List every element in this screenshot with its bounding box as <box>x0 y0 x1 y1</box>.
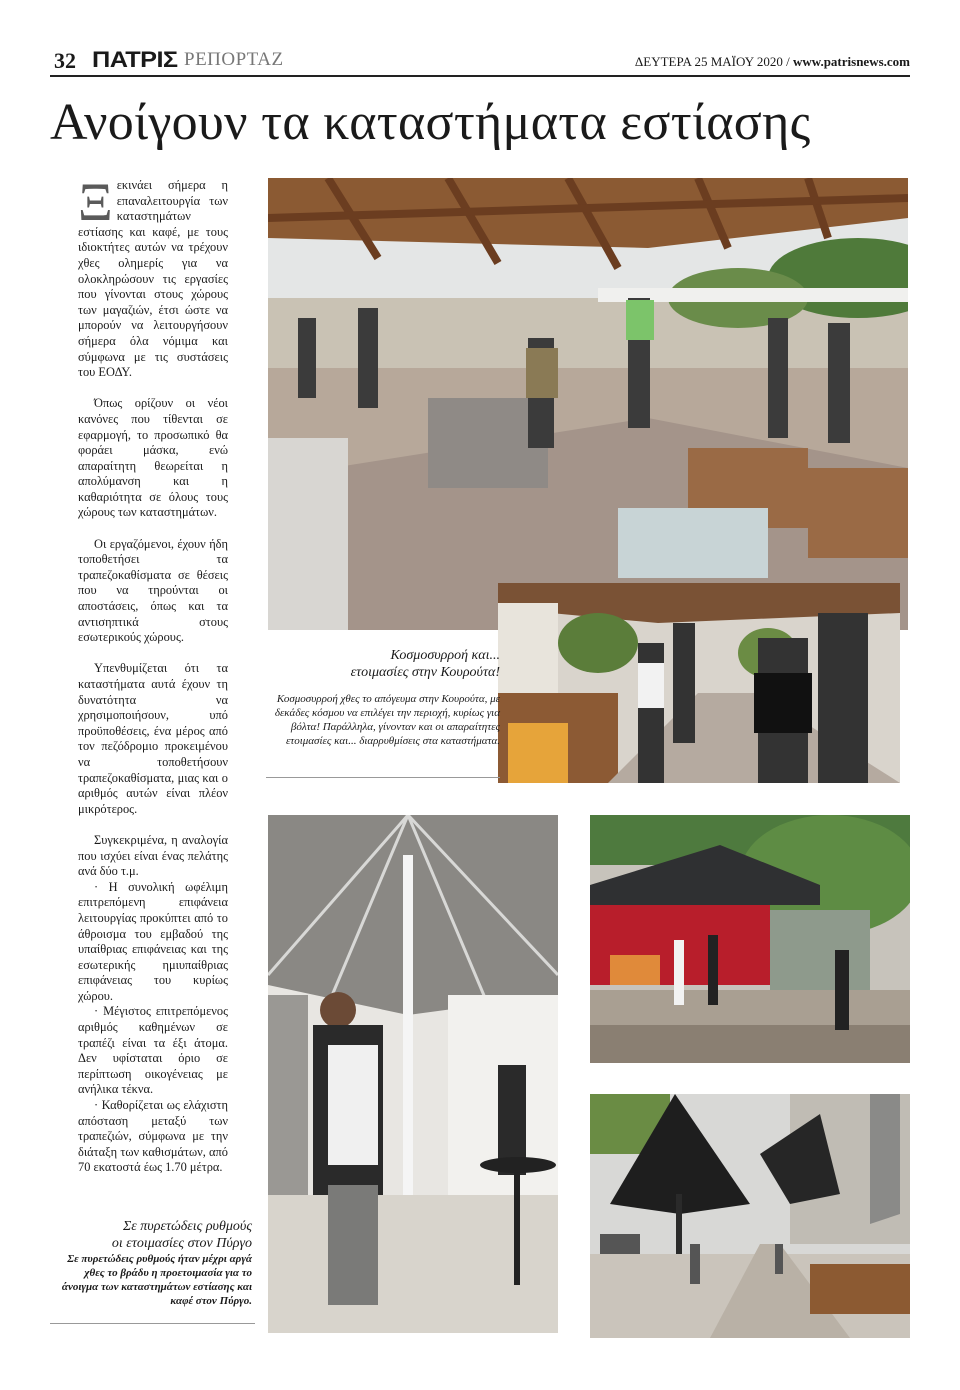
photo-black-umbrellas <box>590 1094 910 1338</box>
photo-umbrella-setup <box>268 815 558 1333</box>
paragraph-5: Συγκεκριμένα, η αναλογία που ισχύει είναι ένας πελάτης ανά δύο τ.μ. <box>78 832 228 879</box>
newspaper-logo: ΠΑΤΡΙΣ <box>92 47 178 72</box>
paragraph-3: Οι εργαζόμενοι, έχουν ήδη τοποθετήσει τα τραπεζοκαθίσματα σε θέσεις που να τηρούνται οι αποστάσεις, όπως και τα αντισηπτικά στους εσωτερικούς χώρους. <box>78 536 228 645</box>
section-label: ΡΕΠΟΡΤΑΖ <box>184 49 284 70</box>
issue-date: ΔΕΥΤΕΡΑ 25 ΜΑΪΟΥ 2020 <box>634 54 783 69</box>
bullet-1: · Η συνολική ωφέλιμη επιτρεπόμενη επιφάνεια λειτουργίας προκύπτει από το άθροισμα του εμβαδού της υπαίθριας επιφάνειας και της εσωτερικής ημιυπαίθριας επιφάνειας του κυρίως χώρου. <box>78 879 228 1003</box>
caption-pyrgos-title: Σε πυρετώδεις ρυθμούς οι ετοιμασίες στον Πύργο <box>111 1219 252 1251</box>
caption-pyrgos <box>52 1218 252 1308</box>
photo-kourouta-promenade <box>498 583 900 783</box>
caption-rule <box>266 777 500 778</box>
bullet-3: · Καθορίζεται ως ελάχιστη απόσταση μεταξύ των τραπεζιών, σύμφωνα με την διάταξη των καθισμάτων, από 70 εκατοστά έως 1.70 μέτρα. <box>78 1098 228 1175</box>
caption-pyrgos-body: Σε πυρετώδεις ρυθμούς ήταν μέχρι αργά χθες το βράδυ η προετοιμασία για το άνοιγμα των καταστημάτων εστίασης και καφέ στον Πύργο. <box>61 1253 252 1307</box>
website-link[interactable]: www.patrisnews.com <box>793 54 910 69</box>
caption-kourouta-body: Κοσμοσυρροή χθες το απόγευμα στην Κουρούτα, με δεκάδες κόσμου να επιλέγει την περιοχή, κυρίως για βόλτα! Παράλληλα, γίνονταν και οι απαραίτητες ετοιμασίες και... διαρρυθμίσεις στα καταστήματα. <box>274 693 500 747</box>
paragraph-1: Ξεκινάει σήμερα η επαναλειτουργία των καταστημάτων εστίασης και καφέ, με τους ιδιοκτήτες αυτών να τρέχουν χθες ολημερίς για να ολοκληρώσουν τις εργασίες που γίνονται στους χώρους των μαγαζιών, έτσι ώστε να μπορούν να λειτουργήσουν σήμερα όλα νόμιμα και σύμφωνα με τις συστάσεις του ΕΟΔΥ. <box>78 172 228 380</box>
page-number: 32 <box>54 48 76 73</box>
caption-rule <box>50 1323 255 1324</box>
date-separator: / <box>782 54 793 69</box>
photo-red-storefront <box>590 815 910 1063</box>
caption-kourouta <box>268 647 500 748</box>
photo-pergola-cafe <box>268 178 908 630</box>
bullet-2: · Μέγιστος επιτρεπόμενος αριθμός καθημένων σε τραπέζι είναι τα έξι άτομα. Δεν υφίσταται όριο σε περίπτωση οικογένειας με ανήλικα τέκνα. <box>78 1004 228 1097</box>
caption-kourouta-title: Κοσμοσυρροή και... ετοιμασίες στην Κουρούτα! <box>350 648 500 680</box>
drop-cap: Ξ <box>78 172 113 232</box>
paragraph-2: Όπως ορίζουν οι νέοι κανόνες που τίθενται σε εφαρμογή, το προσωπικό θα φοράει μάσκα, ενώ απαραίτητη θεωρείται η απολύμανση και η καθαριότητα σε όλους τους χώρους των καταστημάτων. <box>78 396 228 520</box>
issue-date-line <box>635 54 910 70</box>
header-rule <box>50 75 910 77</box>
article-body <box>78 172 228 1176</box>
headline: Ανοίγουν τα καταστήματα εστίασης <box>50 94 811 151</box>
paragraph-4: Υπενθυμίζεται ότι τα καταστήματα αυτά έχουν τη δυνατότητα να χρησιμοποιήσουν, υπό προϋποθέσεις, ένα μέρος από τον πεζόδρομιο προκειμένου να τοποθετήσουν τραπεζοκαθίσματα, μιας και ο αριθμός αυτών είναι πλέον μικρότερος. <box>78 661 228 816</box>
